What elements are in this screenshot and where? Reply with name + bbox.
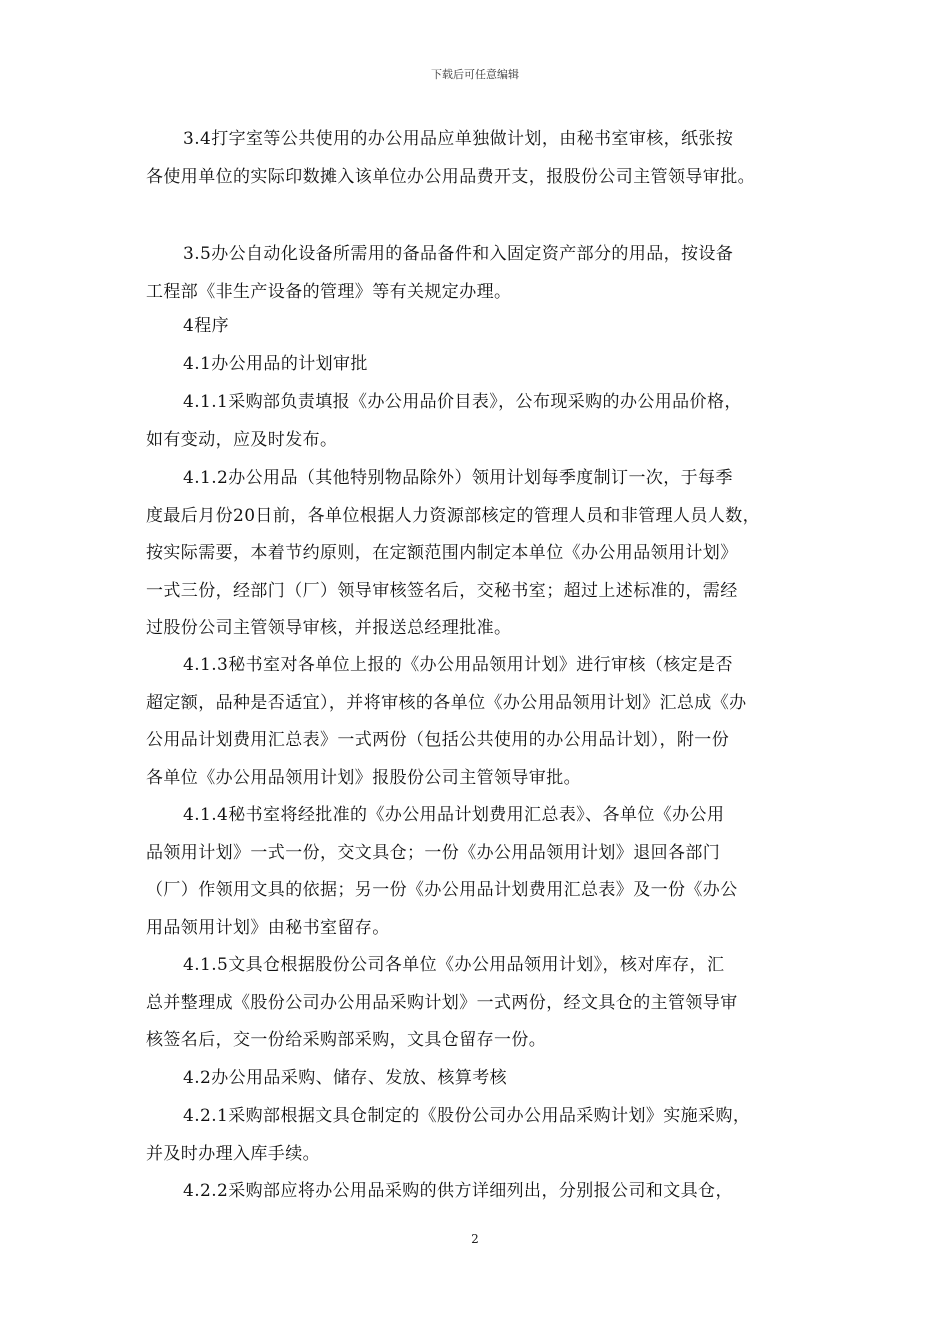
paragraph-line: 如有变动，应及时发布。 (146, 429, 338, 450)
paragraph-line: 各使用单位的实际印数摊入该单位办公用品费开支，报股份公司主管领导审批。 (146, 166, 755, 187)
page-header: 下载后可任意编辑 (431, 68, 519, 81)
paragraph (146, 121, 816, 196)
paragraph (146, 1173, 816, 1211)
paragraph-line: 度最后月份20日前，各单位根据人力资源部核定的管理人员和非管理人员人数， (146, 505, 761, 526)
paragraph-line: 总并整理成《股份公司办公用品采购计划》一式两份，经文具仓的主管领导审 (146, 992, 738, 1013)
paragraph (146, 647, 816, 797)
paragraph-line: 用品领用计划》由秘书室留存。 (146, 917, 390, 938)
paragraph-line: 各单位《办公用品领用计划》报股份公司主管领导审批。 (146, 767, 581, 788)
paragraph-line: 4.1.5文具仓根据股份公司各单位《办公用品领用计划》，核对库存，汇 (183, 955, 725, 975)
paragraph-line: 工程部《非生产设备的管理》等有关规定办理。 (146, 281, 512, 302)
paragraph (146, 1098, 816, 1173)
paragraph (146, 308, 816, 346)
paragraph-line: 4.2办公用品采购、储存、发放、核算考核 (183, 1068, 508, 1088)
paragraph (146, 797, 816, 947)
paragraph-line: 4.1.1采购部负责填报《办公用品价目表》，公布现采购的办公用品价格， (183, 392, 742, 412)
paragraph-line: 4.1.2办公用品（其他特别物品除外）领用计划每季度制订一次，于每季 (183, 468, 733, 488)
paragraph-line: 品领用计划》一式一份，交文具仓；一份《办公用品领用计划》退回各部门 (146, 842, 721, 863)
paragraph-line: 4.1办公用品的计划审批 (183, 354, 368, 374)
paragraph-line: 4程序 (183, 316, 230, 336)
paragraph-line: 4.2.1采购部根据文具仓制定的《股份公司办公用品采购计划》实施采购， (183, 1106, 751, 1126)
paragraph-line: 按实际需要，本着节约原则，在定额范围内制定本单位《办公用品领用计划》 (146, 543, 738, 563)
paragraph (146, 1060, 816, 1098)
paragraph-line: 核签名后，交一份给采购部采购，文具仓留存一份。 (146, 1030, 547, 1050)
paragraph-line: 并及时办理入库手续。 (146, 1143, 320, 1164)
paragraph-line: （厂）作领用文具的依据；另一份《办公用品计划费用汇总表》及一份《办公 (146, 880, 738, 900)
paragraph-line: 4.1.4秘书室将经批准的《办公用品计划费用汇总表》、各单位《办公用 (183, 805, 725, 825)
paragraph (146, 947, 816, 1060)
paragraph-line: 过股份公司主管领导审核，并报送总经理批准。 (146, 618, 512, 638)
paragraph (146, 460, 816, 648)
paragraph-line: 4.1.3秘书室对各单位上报的《办公用品领用计划》进行审核（核定是否 (183, 655, 733, 675)
paragraph-line: 公用品计划费用汇总表》一式两份（包括公共使用的办公用品计划），附一份 (146, 730, 730, 750)
paragraph-line: 3.4打字室等公共使用的办公用品应单独做计划，由秘书室审核，纸张按 (183, 129, 734, 149)
paragraph-line: 3.5办公自动化设备所需用的备品备件和入固定资产部分的用品，按设备 (183, 244, 734, 264)
paragraph (146, 236, 816, 311)
paragraph (146, 384, 816, 459)
paragraph-line: 超定额，品种是否适宜），并将审核的各单位《办公用品领用计划》汇总成《办 (146, 692, 747, 713)
paragraph-line: 4.2.2采购部应将办公用品采购的供方详细列出，分别报公司和文具仓， (183, 1181, 733, 1201)
page-number: 2 (471, 1232, 479, 1246)
paragraph-line: 一式三份，经部门（厂）领导审核签名后，交秘书室；超过上述标准的，需经 (146, 580, 738, 601)
paragraph (146, 346, 816, 384)
